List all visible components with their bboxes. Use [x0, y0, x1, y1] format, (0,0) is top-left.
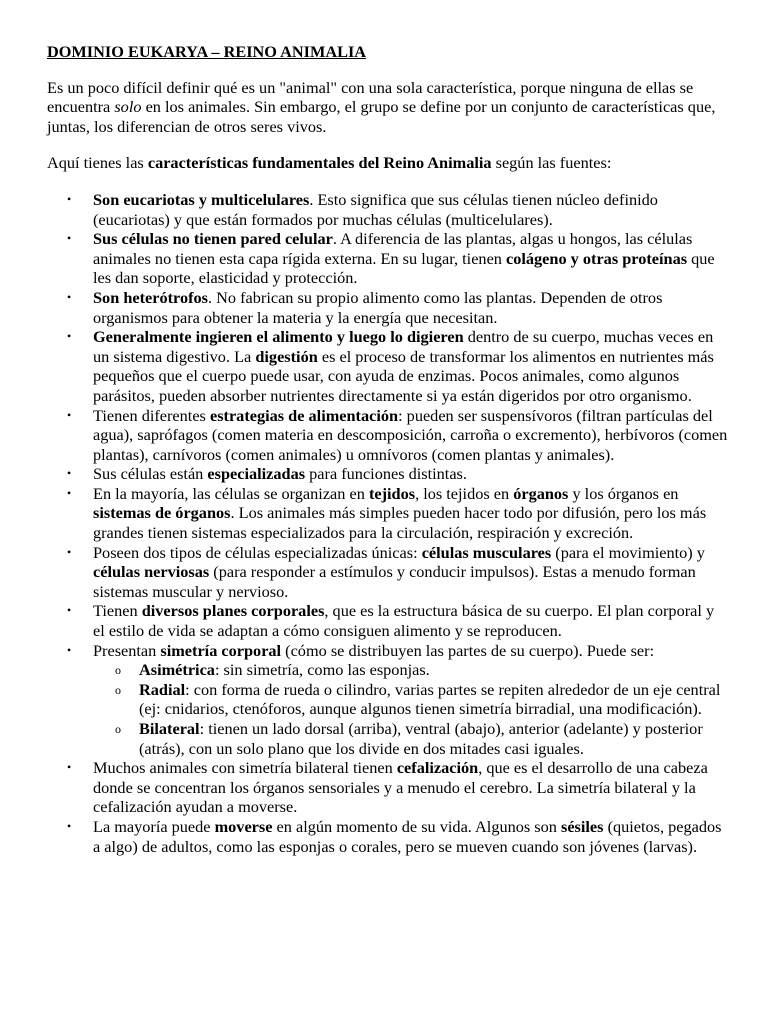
- bold-text: cefalización: [396, 758, 479, 778]
- bold-text: diversos planes corporales: [141, 601, 325, 621]
- text-run: Sus células están: [93, 464, 208, 484]
- bold-text: simetría corporal: [160, 640, 282, 660]
- text-run: , que es el desarrollo de una cabeza donde se concentran los órganos sensoriales y a menudo el cerebro. La simetría bilateral y la cefalización ayudan a moverse.: [93, 758, 708, 817]
- bullet-icon: •: [67, 191, 72, 206]
- bold-text: digestión: [255, 346, 318, 366]
- list-item-text: [93, 817, 722, 856]
- symmetry-sublist: [93, 660, 728, 758]
- sublist-item-text: [139, 660, 430, 679]
- text-run: dentro de su cuerpo, muchas veces en un sistema digestivo. La: [93, 327, 714, 366]
- text-run: que les dan soporte, elasticidad y protección.: [93, 248, 715, 288]
- sublist-item: [93, 680, 728, 719]
- sublist-item: [93, 660, 728, 680]
- text-run: en algún momento de su vida. Algunos son: [272, 816, 561, 836]
- text-run: Muchos animales con simetría bilateral tienen: [93, 758, 397, 778]
- text-run: Tienen diferentes: [93, 405, 210, 425]
- list-item: [47, 327, 728, 405]
- bullet-icon: •: [67, 231, 72, 246]
- bold-text: Sus células no tienen pared celular: [93, 229, 333, 249]
- bold-text: Bilateral: [139, 719, 200, 738]
- bullet-icon: •: [67, 466, 72, 481]
- list-item: [47, 817, 728, 856]
- bold-text: sésiles: [560, 816, 604, 836]
- bold-text: Generalmente ingieren el alimento y luego lo digieren: [93, 327, 464, 347]
- bold-text: células musculares: [421, 542, 552, 562]
- text-run: (cómo se distribuyen las partes de su cuerpo). Puede ser:: [281, 640, 655, 660]
- list-item-text: [93, 464, 467, 483]
- list-item: [47, 229, 728, 288]
- bold-text: sistemas de órganos: [93, 503, 231, 523]
- bold-text: Asimétrica: [139, 660, 215, 680]
- list-item: [47, 484, 728, 543]
- text-run: (quietos, pegados a algo) de adultos, como las esponjas o corales, pero se mueven cuando son jóvenes (larvas).: [93, 816, 722, 856]
- text-run: para funciones distintas.: [305, 464, 467, 484]
- list-item: [47, 641, 728, 759]
- list-item-text: [93, 543, 705, 601]
- sub-bullet-icon: o: [115, 722, 121, 736]
- bold-text: moverse: [214, 816, 273, 836]
- document-title: DOMINIO EUKARYA – REINO ANIMALIA: [47, 42, 367, 61]
- bold-text: estrategias de alimentación: [209, 405, 399, 425]
- text-run: : pueden ser suspensívoros (filtran partículas del agua), saprófagos (comen materia en descomposición, carroña o excremento), herbívoros (comen plantas), carnívoros (comen animales) u omnívoros (comen plantas y animales).: [93, 405, 728, 464]
- text-run: Poseen dos tipos de células especializadas únicas:: [93, 542, 422, 562]
- list-item-text: [93, 758, 708, 816]
- text-run: Es un poco difícil definir qué es un "animal" con una sola característica, porque ninguna de ellas se encuentra: [47, 77, 694, 117]
- text-run: Aquí tienes las: [47, 153, 148, 173]
- list-item: [47, 758, 728, 817]
- sublist-item-text: [139, 719, 703, 758]
- bold-text: Son eucariotas y multicelulares: [93, 189, 310, 209]
- characteristics-list: [47, 190, 728, 856]
- bullet-icon: •: [67, 760, 72, 775]
- bullet-icon: •: [67, 603, 72, 618]
- text-run: . Esto significa que sus células tienen núcleo definido (eucariotas) y que están formados por muchas células (multicelulares).: [93, 189, 658, 229]
- bullet-icon: •: [67, 289, 72, 304]
- bold-text: Son heterótrofos: [93, 287, 209, 307]
- list-item-text: [93, 484, 706, 542]
- sublist-item-text: [139, 680, 720, 719]
- text-run: , que es la estructura básica de su cuerpo. El plan corporal y el estilo de vida se adaptan a cómo consiguen alimento y se reproducen.: [93, 601, 715, 641]
- italic-text: solo: [114, 97, 142, 117]
- text-run: es el proceso de transformar los alimentos en nutrientes más pequeños que el cuerpo puede usar, con ayuda de enzimas. Pocos animales, como algunos parásitos, pueden absorber nutrientes directamente si ya están digeridos por otro organismo.: [93, 346, 714, 405]
- text-run: . No fabrican su propio alimento como las plantas. Dependen de otros organismos para obtener la materia y la energía que necesitan.: [93, 287, 663, 327]
- bullet-icon: •: [67, 485, 72, 500]
- bullet-icon: •: [67, 407, 72, 422]
- list-item-text: [93, 601, 714, 640]
- bold-text: características fundamentales del Reino Animalia: [147, 153, 492, 173]
- list-item: [47, 543, 728, 602]
- list-item-text: [93, 190, 658, 229]
- bold-text: tejidos: [368, 483, 416, 503]
- text-run: Tienen: [93, 601, 142, 621]
- text-run: , los tejidos en: [415, 483, 514, 503]
- text-run: : sin simetría, como las esponjas.: [214, 660, 430, 680]
- sub-bullet-icon: o: [115, 663, 121, 678]
- text-run: : con forma de rueda o cilindro, varias partes se repiten alrededor de un eje central (ej: cnidarios, ctenóforos, aunque algunos tienen simetría birradial, una modificación).: [139, 679, 721, 719]
- text-run: En la mayoría, las células se organizan en: [93, 483, 369, 503]
- bullet-icon: •: [67, 818, 72, 833]
- lead-paragraph: [47, 153, 728, 173]
- text-run: . A diferencia de las plantas, algas u hongos, las células animales no tienen esta capa rígida externa. En su lugar, tienen: [93, 229, 693, 268]
- list-item-text: [93, 288, 662, 327]
- text-run: La mayoría puede: [93, 816, 215, 836]
- text-run: (para responder a estímulos y conducir impulsos). Estas a menudo forman sistemas muscular y nervioso.: [93, 562, 696, 601]
- list-item: [47, 406, 728, 465]
- bold-text: células nerviosas: [93, 562, 210, 582]
- bold-text: especializadas: [207, 464, 306, 484]
- list-item-text: [93, 229, 715, 287]
- text-run: . Los animales más simples pueden hacer todo por difusión, pero los más grandes tienen sistemas especializados para la circulación, respiración y excreción.: [93, 503, 707, 543]
- bullet-icon: •: [67, 329, 72, 344]
- bullet-icon: •: [67, 642, 72, 657]
- text-run: Presentan: [93, 640, 161, 660]
- list-item-text: [93, 641, 654, 660]
- list-item-text: [93, 327, 714, 405]
- list-item: [47, 601, 728, 640]
- sublist-item: [93, 719, 728, 758]
- text-run: (para el movimiento) y: [551, 542, 705, 562]
- list-item: [47, 288, 728, 327]
- bold-text: colágeno y otras proteínas: [506, 248, 688, 268]
- list-item-text: [93, 406, 727, 464]
- text-run: : tienen un lado dorsal (arriba), ventral (abajo), anterior (adelante) y posterior (atrás), con un solo plano que los divide en dos mitades casi iguales.: [139, 719, 703, 758]
- text-run: en los animales. Sin embargo, el grupo se define por un conjunto de características que, juntas, los diferencian de otros seres vivos.: [47, 97, 716, 136]
- text-run: y los órganos en: [568, 483, 679, 503]
- intro-paragraph: [47, 78, 728, 137]
- list-item: [47, 190, 728, 229]
- bold-text: órganos: [513, 483, 569, 503]
- bullet-icon: •: [67, 544, 72, 559]
- text-run: según las fuentes:: [491, 153, 612, 173]
- list-item: [47, 464, 728, 484]
- bold-text: Radial: [139, 679, 186, 699]
- sub-bullet-icon: o: [115, 682, 121, 697]
